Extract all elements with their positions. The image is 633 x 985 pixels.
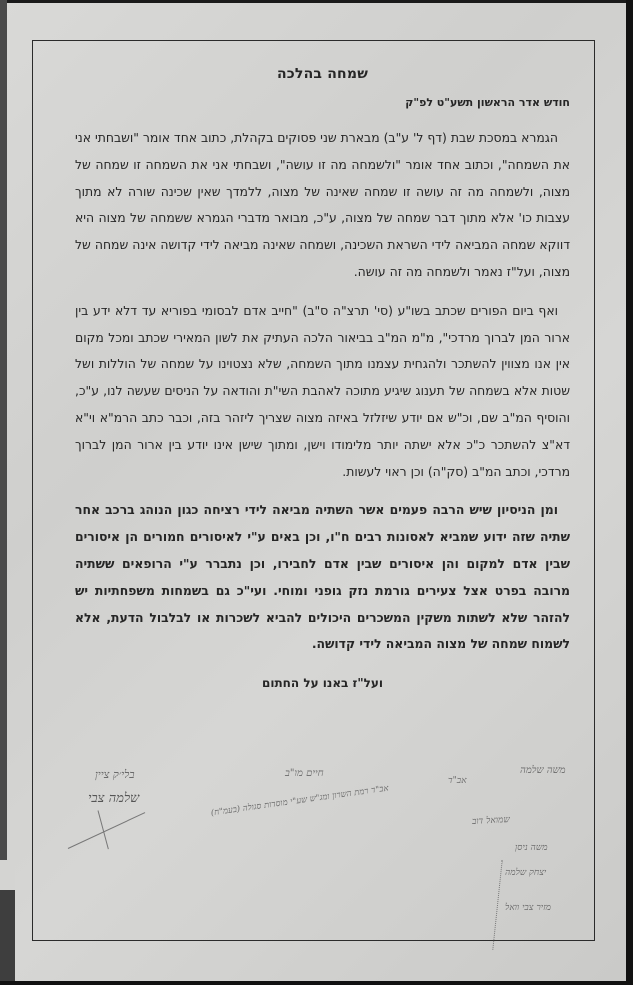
signature-right-top: משה שלמה (520, 765, 566, 776)
paragraph-1: הגמרא במסכת שבת (דף ל' ע"ב) מבארת שני פסוקים בקהלת, כתוב אחד אומר "ושבחתי אני את השמחה", וכתוב אחד אומר "ולשמחה מה זו עושה", ושבחתי אני את השמחה זו שמחה של מצוה, ולשמחה מה זה עושה זו שמחה שאינה של מצוה, ללמדך שאין שכינה שורה לא מתוך עצבות כו' אלא מתוך דבר שמחה של מצוה, ע"כ, מבואר מדברי הגמרא ששמחה של מצוה היא דווקא שמחה המביאה לידי השראת השכינה, ושמחה שאינה מביאה לידי קדושה אינה שמחה של מצוה, ועל"ז נאמר ולשמחה מה זה עושה. (75, 130, 570, 279)
notice-content (75, 66, 570, 690)
scan-border-bottom (0, 981, 633, 985)
signature-center-line: אב"ד רמת השרון ומג"ש שע"י מוסדות סגולה (בעמ"ח) (210, 783, 390, 819)
signature-right-line4: יצחק שלמה (505, 868, 547, 878)
adjacent-page-edge-lower (0, 890, 15, 985)
signature-right-line2: שמואל דוב (471, 815, 511, 827)
scan-border-right (626, 0, 633, 985)
signature-center-top: חיים מו"ב (285, 768, 324, 779)
signature-right-mark: אב"ד (448, 776, 467, 786)
signature-right-line5: מזיר צבי וואל (505, 903, 551, 913)
signature-left-name: שלמה צבי (88, 791, 140, 806)
paragraph-2: ואף ביום הפורים שכתב בשו"ע (סי' תרצ"ה ס"ב) "חייב אדם לבסומי בפוריא עד דלא ידע בין ארור המן לברוך מרדכי", מ"מ המ"ב בביאור הלכה העתיק את לשון המאירי שכתב ומכל מקום אין אנו מצווין להשתכר ולהגחית עצמנו מתוך השמחה, שלא נצטוינו על שמחה של הוללות ושל שטות אלא בשמחה של תענוג שיגיע מתוכה לאהבת השי"ת והודאה על הניסים שעשה לנו, ע"כ, והוסיף המ"ב שם, וכ"ש אם יודע שיזלזל באיזה מצוה שצריך ליזהר בזה, וכבר כתב הרמ"א וי"א דא"צ להשתכר כ"כ אלא ישתה יותר מלימודו וישן, ומתוך שישן אינו יודע בין ארור המן לברוך מרדכי, וכתב המ"ב (סק"ה) וכן ראוי לעשות. (75, 302, 570, 479)
page-edge-gap (0, 860, 15, 890)
paragraph-3: ומן הניסיון שיש הרבה פעמים אשר השתיה מביאה לידי רציחה כגון הנוהג ברכב אחר שתיה שזה ידוע שמביא לאסונות רבים ח"ו, וכן באים ע"י לאיסורים חמורים הן איסורים שבין אדם למקום והן איסורים שבין אדם לחבירו, וכן נתברר ע"י הרופאים ששתיה מרובה בפרט אצל צעירים גורמת נזק גופני ומוחי. ועי"כ גם בשמחות משפחתיות יש להזהר שלא לשתות משקין המשכרים היכולים להביא לשכרות או לבלבול הדעת, אלא לשמוח שמחה של מצוה המביאה לידי קדושה. (75, 502, 570, 652)
notice-date: חודש אדר הראשון תשע"ט לפ"ק (405, 96, 570, 109)
notice-title: שמחה בהלכה (276, 66, 369, 82)
signature-right-line3: משה ניסן (515, 843, 548, 853)
adjacent-page-edge (0, 0, 7, 860)
closing-line: ועל"ז באנו על החתום (262, 676, 383, 691)
signature-left-top: בלי׳ק ציין (95, 768, 135, 781)
